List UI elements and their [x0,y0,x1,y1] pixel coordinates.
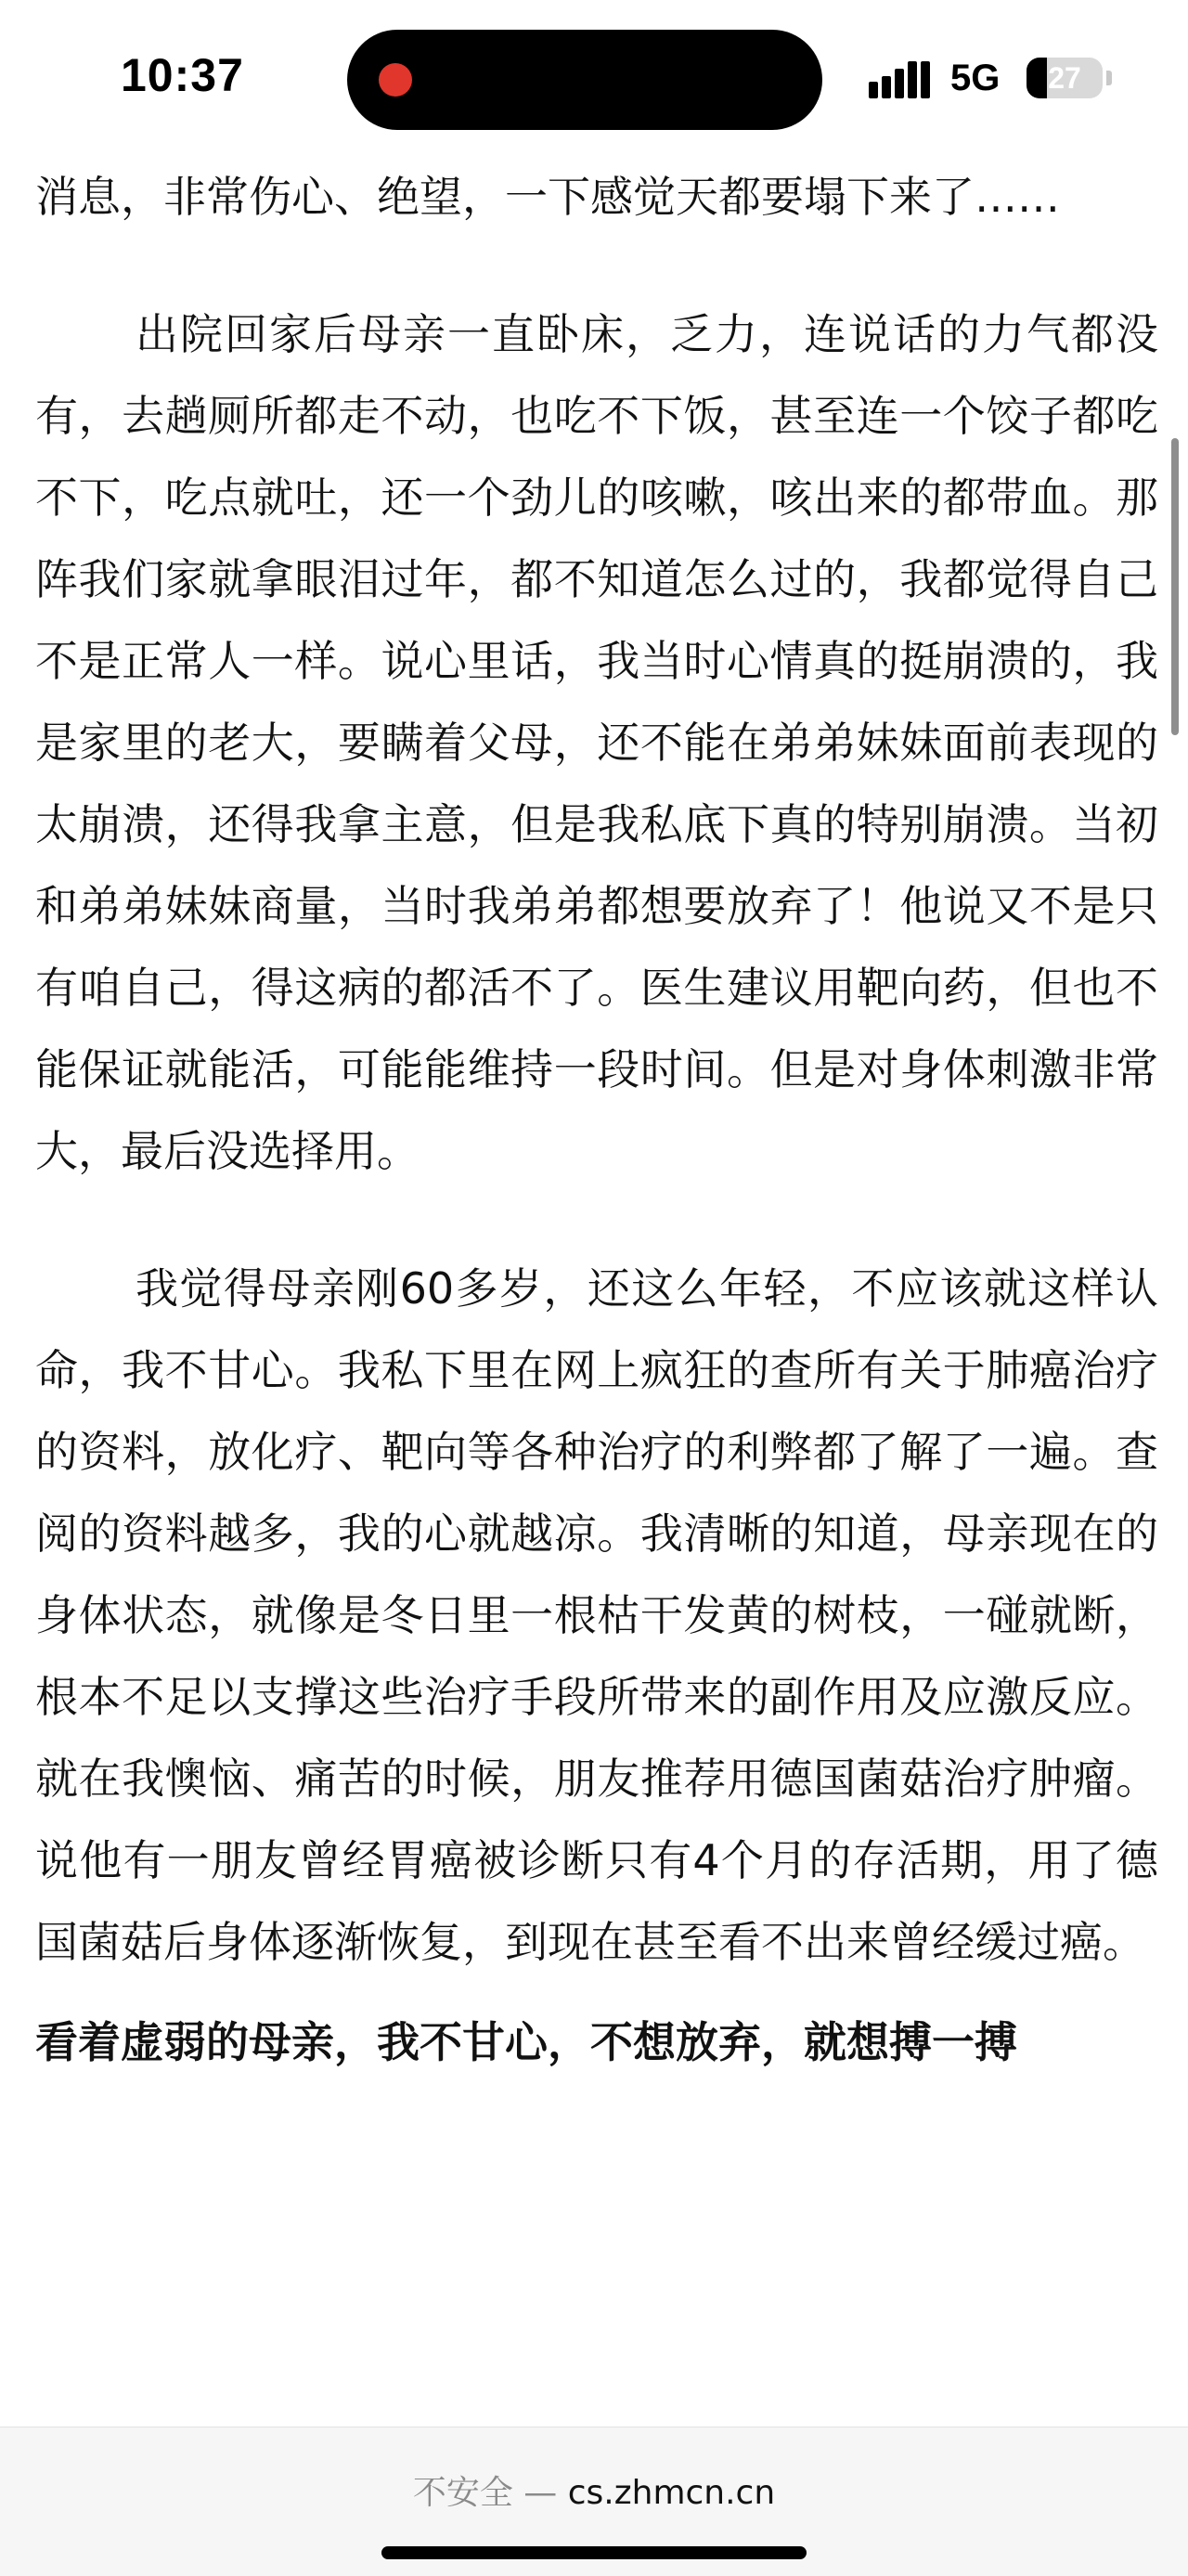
network-type-label: 5G [950,58,1001,98]
address-bar[interactable] [0,2466,1188,2514]
article-paragraph: 我觉得母亲刚60多岁，还这么年轻，不应该就这样认命，我不甘心。我私下里在网上疯狂的查所有关于肺癌治疗的资料，放化疗、靶向等各种治疗的利弊都了解了一遍。查阅的资料越多，我的心就越凉。我清晰的知道，母亲现在的身体状态，就像是冬日里一根枯干发黄的树枝，一碰就断，根本不足以支撑这些治疗手段所带来的副作用及应激反应。就在我懊恼、痛苦的时候，朋友推荐用德国菌菇治疗肿瘤。说他有一朋友曾经胃癌被诊断只有4个月的存活期，用了德国菌菇后身体逐渐恢复，到现在甚至看不出来曾经缓过癌。 [35,1263,1158,1967]
battery-percent: 27 [1048,61,1081,95]
article-paragraph: 消息，非常伤心、绝望，一下感觉天都要塌下来了…… [35,172,1060,222]
url-separator: — [512,2474,568,2512]
dynamic-island [347,30,822,130]
vertical-scrollbar[interactable] [1171,438,1179,735]
article-content [35,156,1158,2083]
article-paragraph: 出院回家后母亲一直卧床，乏力，连说话的力气都没有，去趟厕所都走不动，也吃不下饭，甚至连一个饺子都吃不下，吃点就吐，还一个劲儿的咳嗽，咳出来的都带血。那阵我们家就拿眼泪过年，都不知道怎么过的，我都觉得自己不是正常人一样。说心里话，我当时心情真的挺崩溃的，我是家里的老大，要瞒着父母，还不能在弟弟妹妹面前表现的太崩溃，还得我拿主意，但是我私底下真的特别崩溃。当初和弟弟妹妹商量，当时我弟弟都想要放弃了！他说又不是只有咱自己，得这病的都活不了。医生建议用靶向药，但也不能保证就能活，可能能维持一段时间。但是对身体刺激非常大，最后没选择用。 [35,309,1158,1176]
url-domain: cs.zhmcn.cn [567,2474,776,2512]
battery-icon [1027,58,1103,98]
status-bar [0,0,1188,158]
battery-tip [1106,71,1112,85]
home-indicator[interactable] [381,2546,807,2559]
not-secure-label: 不安全 [412,2474,513,2512]
browser-bottom-bar [0,2427,1188,2576]
article-bold-heading: 看着虚弱的母亲，我不甘心，不想放弃，就想搏一搏 [35,2017,1017,2067]
status-time: 10:37 [121,49,244,101]
recording-indicator-icon [379,63,412,97]
cellular-signal-icon [869,59,932,98]
